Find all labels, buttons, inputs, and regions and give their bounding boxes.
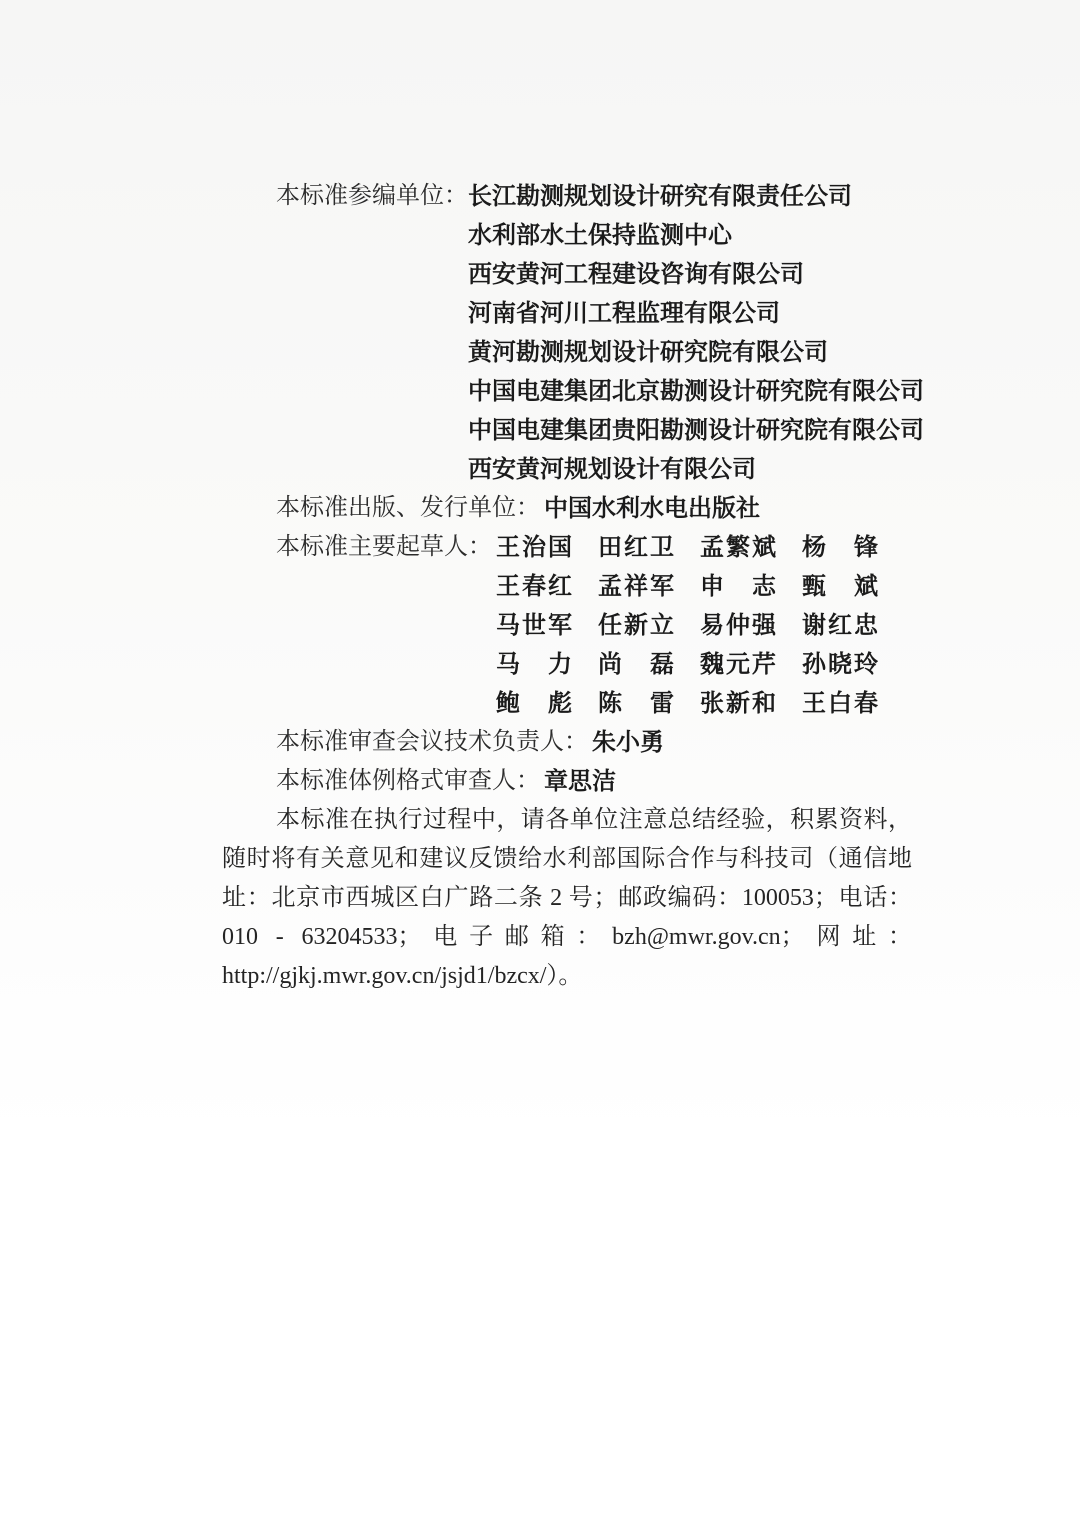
drafters-label: 本标准主要起草人： [276, 534, 492, 560]
org-item: 西安黄河工程建设咨询有限公司 [468, 260, 804, 288]
drafter-name: 任新立 [598, 611, 674, 639]
drafter-name: 马世军 [496, 611, 572, 639]
org-item: 长江勘测规划设计研究有限责任公司 [468, 182, 852, 210]
org-item: 河南省河川工程监理有限公司 [468, 299, 780, 327]
drafter-name: 王治国 [496, 533, 572, 561]
participating-units-entry [222, 177, 924, 489]
org-item: 黄河勘测规划设计研究院有限公司 [468, 338, 828, 366]
drafter-name: 申志 [700, 572, 776, 600]
review-chief-label: 本标准审查会议技术负责人： [276, 729, 588, 755]
drafter-name: 马力 [496, 650, 572, 678]
format-reviewer-label: 本标准体例格式审查人： [276, 768, 540, 794]
org-item: 水利部水土保持监测中心 [468, 221, 732, 249]
drafters-entry [222, 528, 912, 723]
drafter-name: 谢红忠 [802, 611, 878, 639]
page-content [222, 177, 924, 996]
drafter-name: 王白春 [802, 689, 878, 717]
participating-units-list [468, 177, 924, 489]
drafter-name: 孙晓玲 [802, 650, 878, 678]
drafter-name: 孟繁斌 [700, 533, 776, 561]
publisher-label: 本标准出版、发行单位： [276, 495, 540, 521]
drafters-name-grid [496, 528, 878, 723]
review-chief-entry [222, 723, 912, 762]
drafter-name: 易仲强 [700, 611, 776, 639]
drafter-name: 甄斌 [802, 572, 878, 600]
drafter-name: 杨锋 [802, 533, 878, 561]
format-reviewer-entry [222, 762, 912, 801]
participating-units-label: 本标准参编单位： [276, 183, 468, 209]
drafter-name: 田红卫 [598, 533, 674, 561]
drafter-name: 鲍彪 [496, 689, 572, 717]
drafter-name: 尚磊 [598, 650, 674, 678]
drafter-name: 魏元芹 [700, 650, 776, 678]
org-item: 中国电建集团北京勘测设计研究院有限公司 [468, 377, 924, 405]
review-chief-value: 朱小勇 [592, 728, 664, 756]
publisher-value: 中国水利水电出版社 [544, 494, 760, 522]
format-reviewer-value: 章思洁 [544, 767, 616, 795]
org-item: 中国电建集团贵阳勘测设计研究院有限公司 [468, 416, 924, 444]
drafter-name: 孟祥军 [598, 572, 674, 600]
publisher-entry [222, 489, 912, 528]
drafter-name: 张新和 [700, 689, 776, 717]
drafter-name: 王春红 [496, 572, 572, 600]
drafter-name: 陈雷 [598, 689, 674, 717]
feedback-paragraph: 本标准在执行过程中，请各单位注意总结经验，积累资料，随时将有关意见和建议反馈给水利部国际合作与科技司（通信地址：北京市西城区白广路二条 2 号；邮政编码：100053；电话：010 - 63204533；电子邮箱：bzh@mwr.gov.cn；网址：http://gjkj.mwr.gov.cn/jsjd1/bzcx/）。 [222, 807, 912, 989]
org-item: 西安黄河规划设计有限公司 [468, 455, 756, 483]
